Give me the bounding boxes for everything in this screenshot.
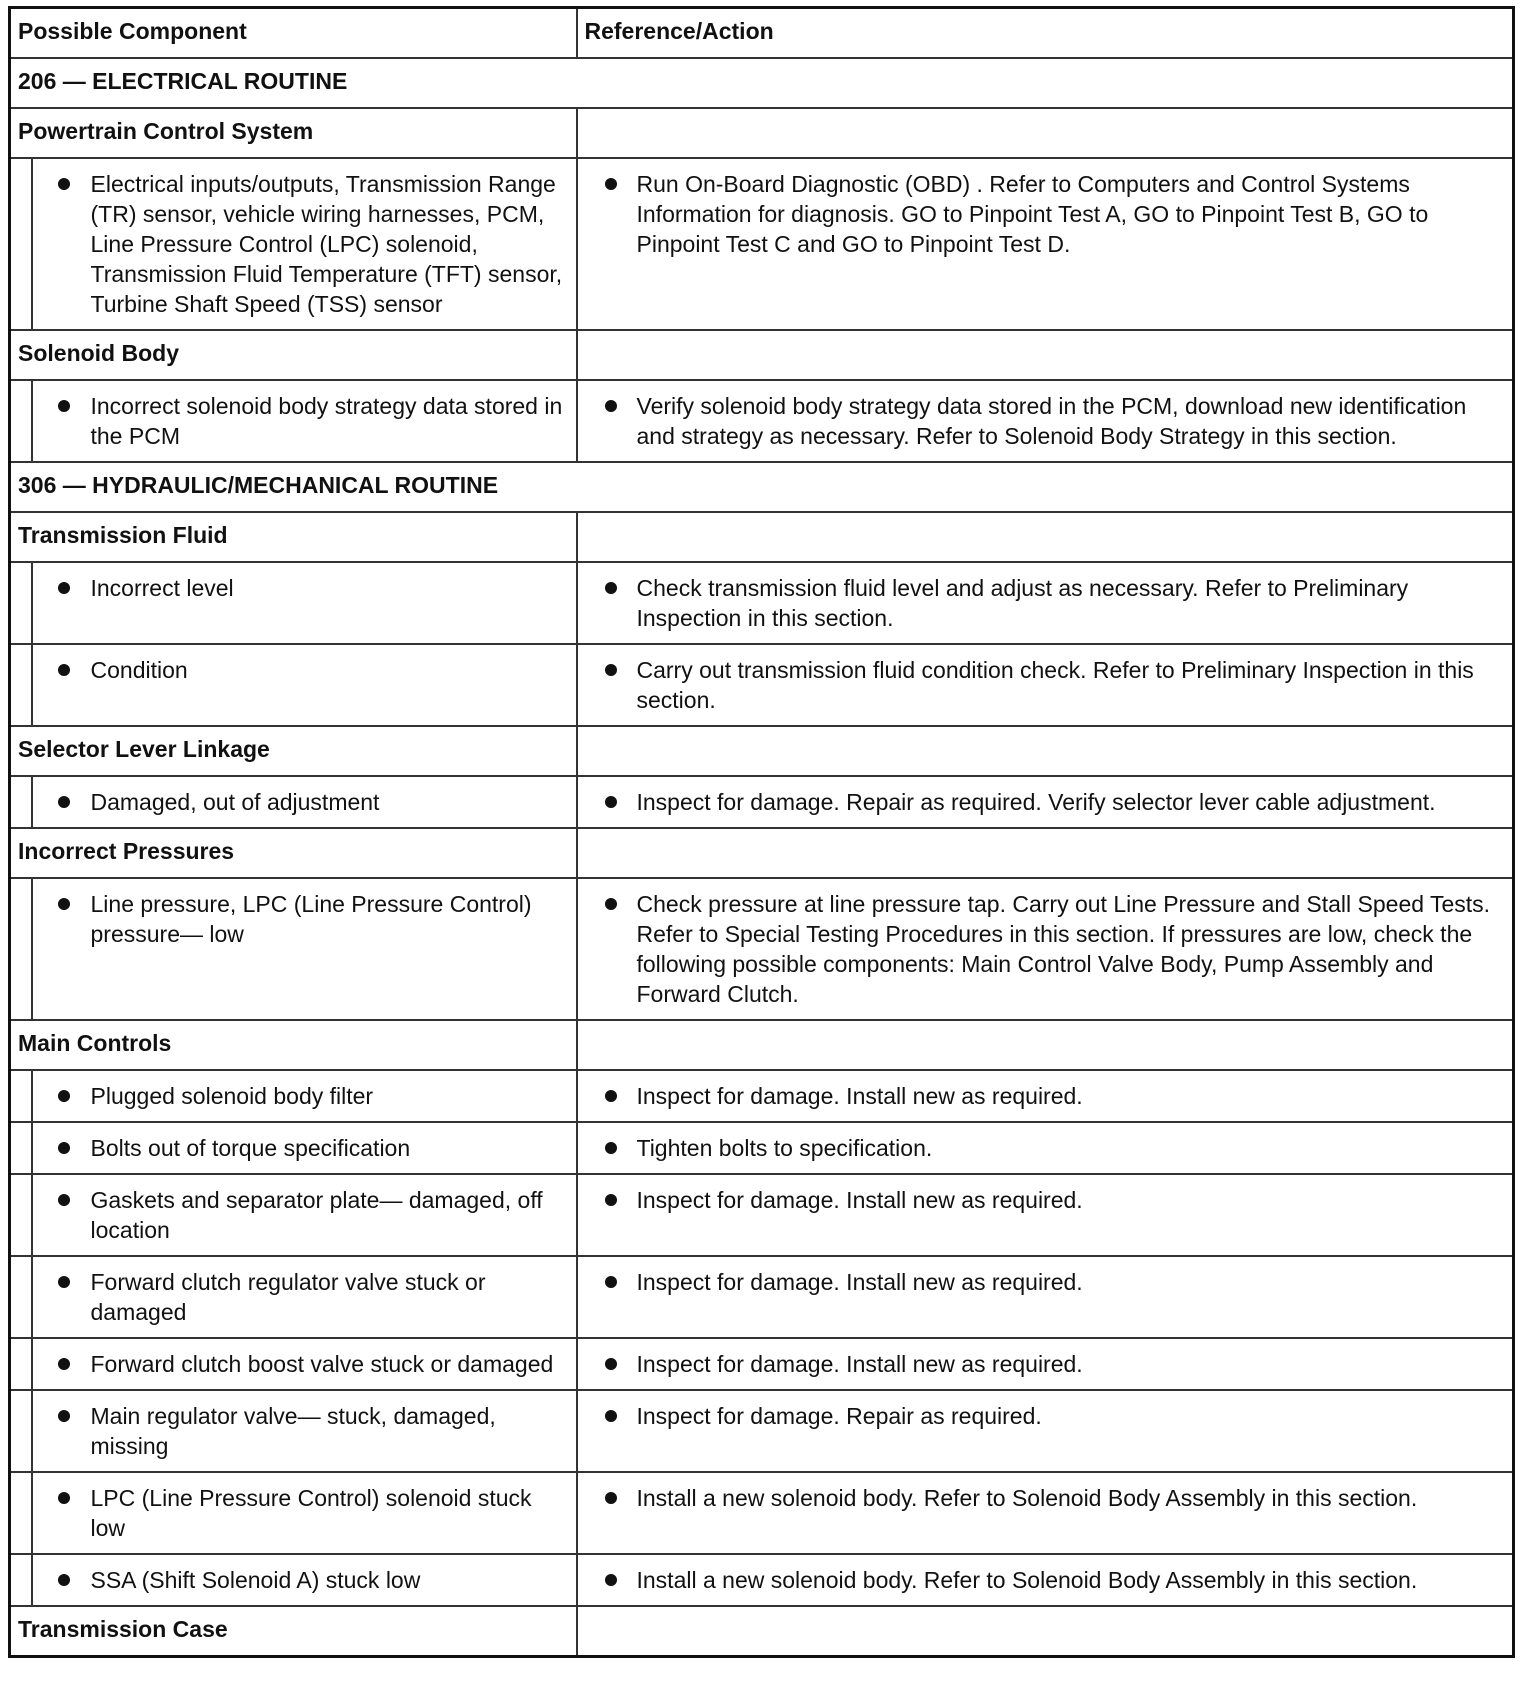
- bullet-icon: [33, 573, 91, 603]
- action-text: Inspect for damage. Repair as required.: [636, 1403, 1042, 1429]
- group-action-blank: [577, 1606, 1514, 1657]
- component-text: Plugged solenoid body filter: [90, 1083, 374, 1109]
- component-cell: [32, 158, 577, 330]
- indent-cell: [10, 1174, 32, 1256]
- group-row: [10, 512, 1514, 562]
- table-row: [10, 1554, 1514, 1606]
- component-cell: [32, 1070, 577, 1122]
- group-action-blank: [577, 512, 1514, 562]
- routine-row: [10, 58, 1514, 108]
- bullet-icon: [578, 1349, 637, 1379]
- bullet-icon: [578, 573, 637, 633]
- component-text: Bolts out of torque specification: [90, 1135, 411, 1161]
- group-action-blank: [577, 1020, 1514, 1070]
- component-text: Electrical inputs/outputs, Transmission Range (TR) sensor, vehicle wiring harnesses, PCM, Line Pressure Control (LPC) solenoid, Transmission Fluid Temperature (TFT) sensor, Turbine Shaft Speed (TSS) sensor: [90, 171, 563, 317]
- bullet-icon: [33, 391, 91, 451]
- action-cell: [577, 644, 1514, 726]
- component-cell: [32, 1122, 577, 1174]
- bullet-icon: [578, 169, 637, 259]
- group-action-blank: [577, 828, 1514, 878]
- bullet-icon: [578, 1267, 637, 1297]
- header-row: [10, 8, 1514, 59]
- indent-cell: [10, 562, 32, 644]
- indent-cell: [10, 776, 32, 828]
- action-text: Inspect for damage. Repair as required. Verify selector lever cable adjustment.: [636, 789, 1436, 815]
- component-cell: [32, 776, 577, 828]
- action-text: Install a new solenoid body. Refer to Solenoid Body Assembly in this section.: [636, 1567, 1418, 1593]
- diagnosis-table: [8, 6, 1515, 1658]
- bullet-icon: [33, 1565, 91, 1595]
- bullet-icon: [33, 655, 91, 685]
- component-cell: [32, 1338, 577, 1390]
- indent-cell: [10, 644, 32, 726]
- action-text: Tighten bolts to specification.: [636, 1135, 933, 1161]
- action-cell: [577, 1554, 1514, 1606]
- indent-cell: [10, 380, 32, 462]
- component-cell: [32, 1554, 577, 1606]
- component-text: Forward clutch regulator valve stuck or damaged: [90, 1269, 486, 1325]
- group-row: [10, 330, 1514, 380]
- component-text: Condition: [90, 657, 188, 683]
- table-row: [10, 158, 1514, 330]
- action-text: Carry out transmission fluid condition check. Refer to Preliminary Inspection in this section.: [636, 657, 1474, 713]
- action-text: Check transmission fluid level and adjust as necessary. Refer to Preliminary Inspection in this section.: [636, 575, 1409, 631]
- component-text: LPC (Line Pressure Control) solenoid stuck low: [90, 1485, 532, 1541]
- action-text: Inspect for damage. Install new as required.: [636, 1351, 1083, 1377]
- component-text: Incorrect solenoid body strategy data stored in the PCM: [90, 393, 563, 449]
- indent-cell: [10, 1256, 32, 1338]
- bullet-icon: [578, 1081, 637, 1111]
- bullet-icon: [33, 1081, 91, 1111]
- table-body: [10, 58, 1514, 1657]
- bullet-icon: [578, 889, 637, 1009]
- indent-cell: [10, 1070, 32, 1122]
- table-row: [10, 380, 1514, 462]
- bullet-icon: [578, 1401, 637, 1431]
- bullet-icon: [578, 655, 637, 715]
- group-action-blank: [577, 108, 1514, 158]
- table-row: [10, 1472, 1514, 1554]
- group-action-blank: [577, 726, 1514, 776]
- action-cell: [577, 1472, 1514, 1554]
- diagnosis-table-container: [8, 6, 1515, 1658]
- bullet-icon: [33, 1267, 91, 1327]
- component-cell: [32, 1174, 577, 1256]
- bullet-icon: [33, 1133, 91, 1163]
- group-row: [10, 108, 1514, 158]
- table-row: [10, 1174, 1514, 1256]
- indent-cell: [10, 158, 32, 330]
- component-text: Gaskets and separator plate— damaged, off location: [90, 1187, 543, 1243]
- table-row: [10, 1390, 1514, 1472]
- action-text: Install a new solenoid body. Refer to Solenoid Body Assembly in this section.: [636, 1485, 1418, 1511]
- bullet-icon: [33, 1401, 91, 1461]
- group-title: Main Controls: [10, 1020, 577, 1070]
- action-cell: [577, 1070, 1514, 1122]
- component-cell: [32, 562, 577, 644]
- routine-row: [10, 462, 1514, 512]
- component-text: Damaged, out of adjustment: [90, 789, 380, 815]
- indent-cell: [10, 1472, 32, 1554]
- group-title: Transmission Case: [10, 1606, 577, 1657]
- action-cell: [577, 562, 1514, 644]
- action-cell: [577, 1174, 1514, 1256]
- group-action-blank: [577, 330, 1514, 380]
- indent-cell: [10, 1338, 32, 1390]
- bullet-icon: [578, 787, 637, 817]
- action-cell: [577, 158, 1514, 330]
- action-text: Inspect for damage. Install new as required.: [636, 1269, 1083, 1295]
- action-text: Verify solenoid body strategy data stored in the PCM, download new identification and strategy as necessary. Refer to Solenoid Body Strategy in this section.: [636, 393, 1467, 449]
- bullet-icon: [33, 787, 91, 817]
- table-row: [10, 644, 1514, 726]
- indent-cell: [10, 1390, 32, 1472]
- table-row: [10, 1338, 1514, 1390]
- action-text: Inspect for damage. Install new as required.: [636, 1187, 1083, 1213]
- bullet-icon: [578, 1565, 637, 1595]
- routine-title: 206 — ELECTRICAL ROUTINE: [10, 58, 1514, 108]
- bullet-icon: [33, 169, 91, 319]
- indent-cell: [10, 1554, 32, 1606]
- group-row: [10, 1606, 1514, 1657]
- action-cell: [577, 776, 1514, 828]
- action-cell: [577, 1390, 1514, 1472]
- bullet-icon: [578, 391, 637, 451]
- bullet-icon: [33, 1349, 91, 1379]
- component-cell: [32, 1472, 577, 1554]
- component-text: Line pressure, LPC (Line Pressure Control) pressure— low: [90, 891, 532, 947]
- group-row: [10, 828, 1514, 878]
- table-row: [10, 562, 1514, 644]
- table-row: [10, 1256, 1514, 1338]
- indent-cell: [10, 1122, 32, 1174]
- component-cell: [32, 878, 577, 1020]
- group-title: Solenoid Body: [10, 330, 577, 380]
- bullet-icon: [33, 1483, 91, 1543]
- component-cell: [32, 380, 577, 462]
- action-cell: [577, 1122, 1514, 1174]
- table-row: [10, 878, 1514, 1020]
- action-cell: [577, 1256, 1514, 1338]
- component-cell: [32, 644, 577, 726]
- table-row: [10, 1122, 1514, 1174]
- component-cell: [32, 1390, 577, 1472]
- bullet-icon: [578, 1185, 637, 1215]
- action-text: Check pressure at line pressure tap. Carry out Line Pressure and Stall Speed Tests. Refer to Special Testing Procedures in this section. If pressures are low, check the following possible components: Main Control Valve Body, Pump Assembly and Forward Clutch.: [636, 891, 1491, 1007]
- component-text: Incorrect level: [90, 575, 234, 601]
- table-row: [10, 776, 1514, 828]
- component-text: Main regulator valve— stuck, damaged, missing: [90, 1403, 496, 1459]
- routine-title: 306 — HYDRAULIC/MECHANICAL ROUTINE: [10, 462, 1514, 512]
- header-component: Possible Component: [10, 8, 577, 59]
- table-row: [10, 1070, 1514, 1122]
- group-row: [10, 1020, 1514, 1070]
- action-cell: [577, 380, 1514, 462]
- bullet-icon: [578, 1483, 637, 1513]
- group-row: [10, 726, 1514, 776]
- bullet-icon: [33, 889, 91, 949]
- indent-cell: [10, 878, 32, 1020]
- action-cell: [577, 878, 1514, 1020]
- group-title: Incorrect Pressures: [10, 828, 577, 878]
- action-text: Run On-Board Diagnostic (OBD) . Refer to Computers and Control Systems Information for diagnosis. GO to Pinpoint Test A, GO to Pinpoint Test B, GO to Pinpoint Test C and GO to Pinpoint Test D.: [636, 171, 1429, 257]
- component-cell: [32, 1256, 577, 1338]
- component-text: Forward clutch boost valve stuck or damaged: [90, 1351, 554, 1377]
- bullet-icon: [33, 1185, 91, 1245]
- action-cell: [577, 1338, 1514, 1390]
- component-text: SSA (Shift Solenoid A) stuck low: [90, 1567, 421, 1593]
- group-title: Powertrain Control System: [10, 108, 577, 158]
- header-action: Reference/Action: [577, 8, 1514, 59]
- action-text: Inspect for damage. Install new as required.: [636, 1083, 1083, 1109]
- bullet-icon: [578, 1133, 637, 1163]
- group-title: Selector Lever Linkage: [10, 726, 577, 776]
- group-title: Transmission Fluid: [10, 512, 577, 562]
